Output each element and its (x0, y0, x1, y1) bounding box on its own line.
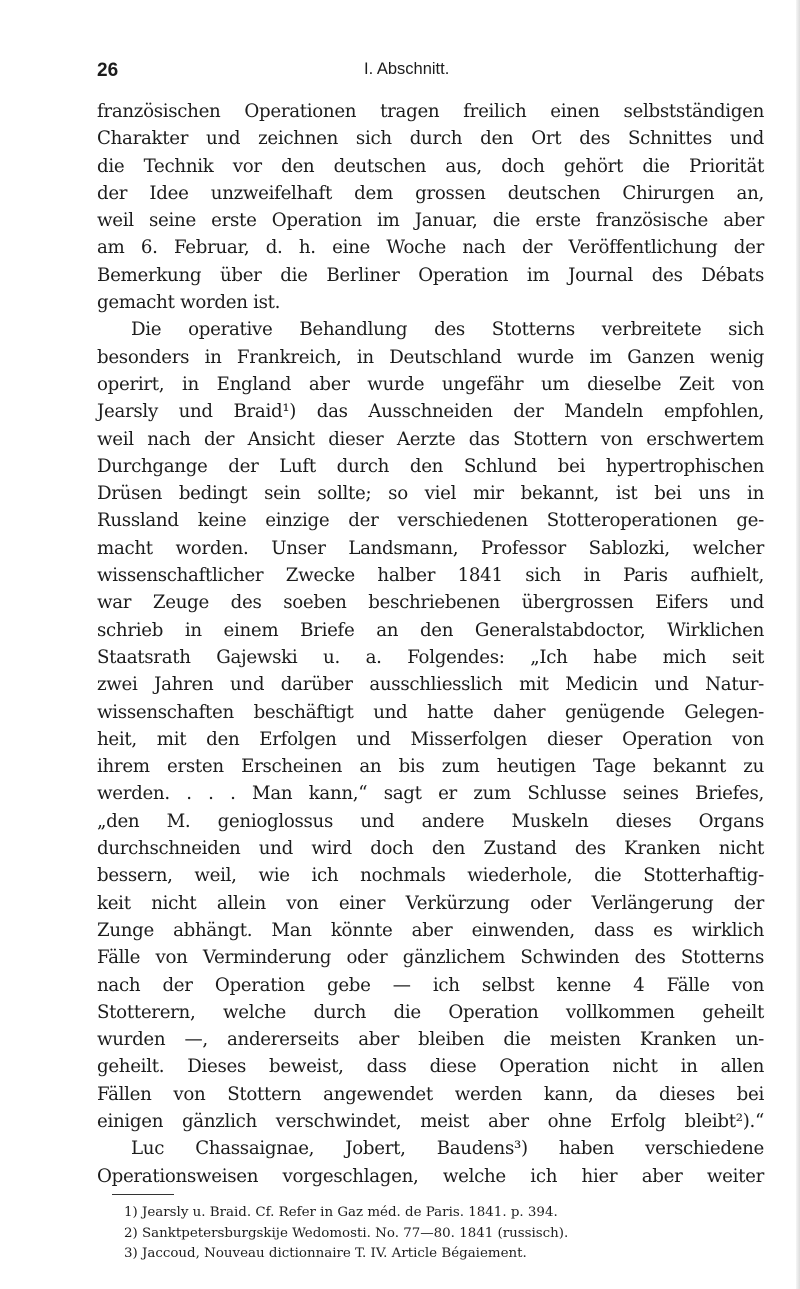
footnote-3: 3) Jaccoud, Nouveau dictionnaire T. IV. Article Bégaiement. (124, 1246, 527, 1261)
text-line: besonders in Frankreich, in Deutschland wurde im Ganzen wenig (97, 346, 764, 368)
footnote-divider (112, 1194, 174, 1195)
text-line: Die operative Behandlung des Stotterns verbreitete sich (131, 319, 764, 341)
text-line: schrieb in einem Briefe an den Generalstabdoctor, Wirklichen (97, 619, 764, 641)
text-line: wissenschaftlicher Zwecke halber 1841 sich in Paris aufhielt, (97, 565, 764, 587)
text-line: Durchgange der Luft durch den Schlund bei hypertrophischen (97, 455, 764, 477)
footnote-1: 1) Jearsly u. Braid. Cf. Refer in Gaz méd. de Paris. 1841. p. 394. (124, 1205, 558, 1220)
text-line: französischen Operationen tragen freilich einen selbstständigen (97, 101, 764, 122)
text-line: Drüsen bedingt sein sollte; so viel mir bekannt, ist bei uns in (97, 483, 764, 505)
text-line: bessern, weil, wie ich nochmals wiederhole, die Stotterhaftig- (97, 865, 764, 887)
running-head: I. Abschnitt. (364, 60, 450, 78)
text-line: Fälle von Verminderung oder gänzlichem Schwinden des Stotterns (97, 947, 764, 969)
body-text (97, 98, 764, 1190)
text-line: keit nicht allein von einer Verkürzung oder Verlängerung der (97, 892, 764, 914)
text-line: Luc Chassaignae, Jobert, Baudens³) haben verschiedene (131, 1138, 764, 1160)
text-line: weil seine erste Operation im Januar, die erste französische aber (97, 210, 764, 232)
text-line: durchschneiden und wird doch den Zustand des Kranken nicht (97, 838, 764, 860)
text-line: Russland keine einzige der verschiedenen Stotteroperationen ge- (97, 510, 764, 532)
text-line: geheilt. Dieses beweist, dass diese Operation nicht in allen (97, 1056, 764, 1078)
text-line: Zunge abhängt. Man könnte aber einwenden, dass es wirklich (97, 919, 764, 941)
text-line: „den M. genioglossus und andere Muskeln dieses Organs (97, 810, 764, 832)
footnotes (124, 1203, 754, 1265)
text-line: Operationsweisen vorgeschlagen, welche ich hier aber weiter (97, 1165, 764, 1187)
text-line: die Technik vor den deutschen aus, doch gehört die Priorität (97, 155, 764, 177)
text-line: wissenschaften beschäftigt und hatte daher genügende Gelegen- (97, 701, 764, 723)
text-line: heit, mit den Erfolgen und Misserfolgen dieser Operation von (97, 728, 764, 750)
text-line: Jearsly und Braid¹) das Ausschneiden der Mandeln empfohlen, (97, 401, 764, 423)
text-line: Charakter und zeichnen sich durch den Ort des Schnittes und (97, 128, 764, 150)
text-line: gemacht worden ist. (97, 292, 281, 314)
page-edge-shadow (796, 0, 800, 1289)
text-line: Fällen von Stottern angewendet werden kann, da dieses bei (97, 1083, 764, 1105)
text-line: ihrem ersten Erscheinen an bis zum heutigen Tage bekannt zu (97, 756, 764, 778)
text-line: Stotterern, welche durch die Operation vollkommen geheilt (97, 1001, 764, 1023)
text-line: Staatsrath Gajewski u. a. Folgendes: „Ich habe mich seit (97, 646, 764, 668)
text-line: nach der Operation gebe — ich selbst kenne 4 Fälle von (97, 974, 764, 996)
text-line: einigen gänzlich verschwindet, meist aber ohne Erfolg bleibt²).“ (97, 1110, 764, 1132)
text-line: wurden —, andererseits aber bleiben die meisten Kranken un- (97, 1029, 764, 1051)
text-line: werden. . . . Man kann,“ sagt er zum Schlusse seines Briefes, (97, 783, 764, 805)
footnote-2: 2) Sanktpetersburgskije Wedomosti. No. 77—80. 1841 (russisch). (124, 1225, 569, 1241)
page-number: 26 (97, 60, 119, 81)
text-line: operirt, in England aber wurde ungefähr um dieselbe Zeit von (97, 373, 764, 395)
text-line: war Zeuge des soeben beschriebenen übergrossen Eifers und (97, 592, 764, 614)
text-line: macht worden. Unser Landsmann, Professor Sablozki, welcher (97, 537, 764, 559)
text-line: der Idee unzweifelhaft dem grossen deutschen Chirurgen an, (97, 182, 764, 204)
text-line: weil nach der Ansicht dieser Aerzte das Stottern von erschwertem (97, 428, 764, 450)
text-line: am 6. Februar, d. h. eine Woche nach der Veröffentlichung der (97, 237, 764, 259)
text-line: zwei Jahren und darüber ausschliesslich mit Medicin und Natur- (97, 674, 764, 696)
text-line: Bemerkung über die Berliner Operation im Journal des Débats (97, 264, 764, 286)
page-header (97, 60, 737, 86)
